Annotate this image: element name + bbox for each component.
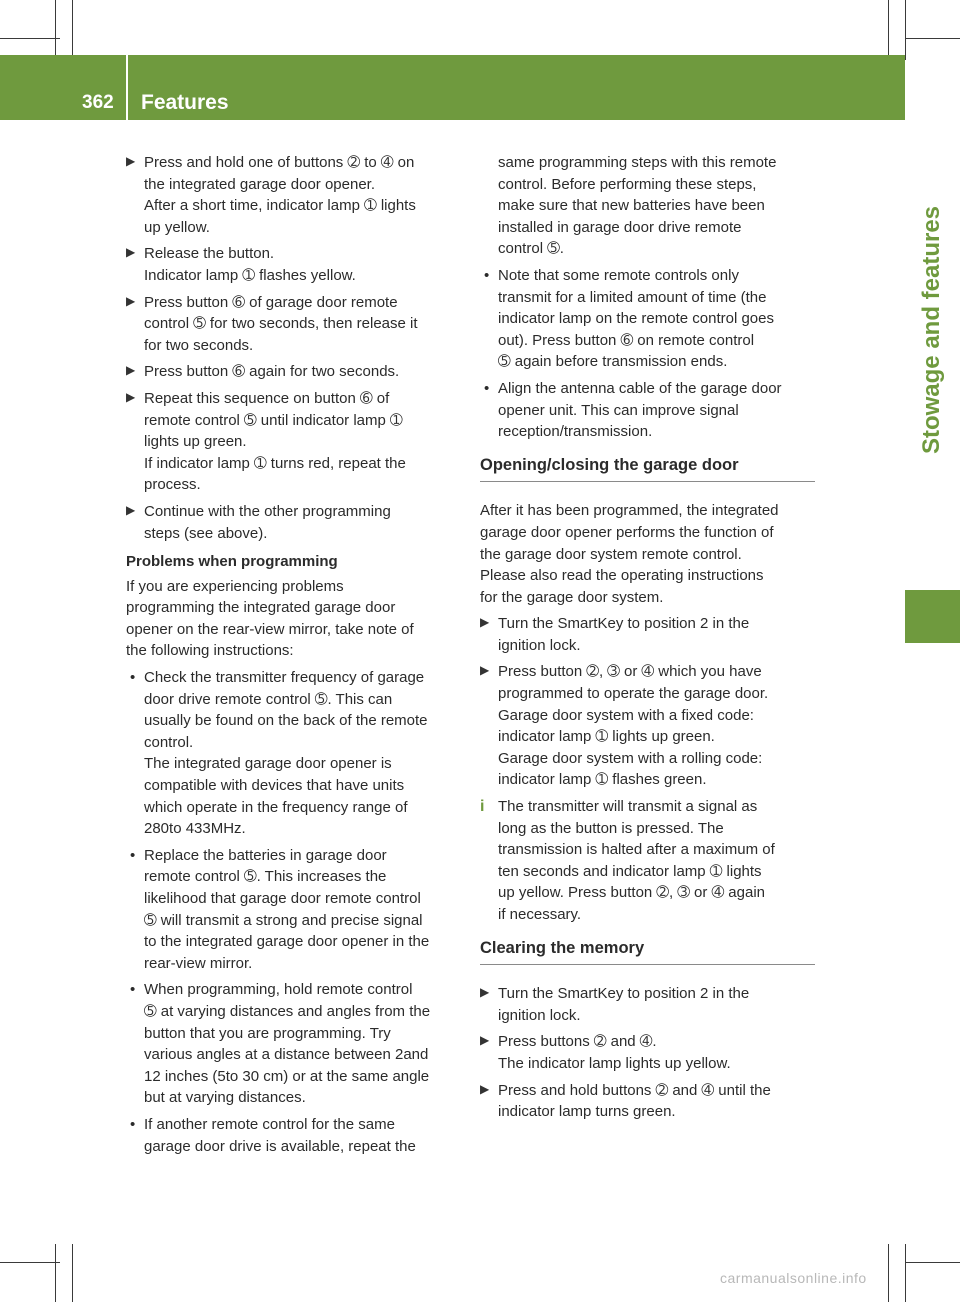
step-arrow-icon: ▶ [480, 1033, 490, 1048]
item-text: Press buttons ➁ and ➃. The indicator lamp lights up yellow. [498, 1033, 731, 1072]
item-text: Replace the batteries in garage door remote control ➄. This increases the likelihood that garage door remote control ➄ will transmit a strong and precise signal to the integrated garage door opener in the rear-view mirror. [144, 846, 430, 972]
bullet-item [126, 845, 461, 975]
instruction-step [126, 388, 461, 496]
side-tab-marker [905, 590, 960, 643]
instruction-step [126, 292, 461, 357]
bullet-item [480, 378, 815, 443]
right-column [480, 152, 815, 1128]
item-text: The transmitter will transmit a signal as long as the button is pressed. The transmission is halted after a maximum of ten seconds and indicator lamp ➀ lights up yellow. Press button ➁, ➂ or ➃ again if necessary. [498, 798, 775, 923]
crop-mark [0, 1262, 60, 1263]
instruction-step [126, 243, 461, 286]
item-text: Press button ➅ of garage door remote control ➄ for two seconds, then release it for two seconds. [144, 293, 418, 354]
chapter-label: Stowage and features [918, 205, 945, 455]
item-text: Align the antenna cable of the garage door opener unit. This can improve signal reception/transmission. [498, 379, 782, 441]
subheading: Problems when programming [126, 553, 338, 571]
item-text: Press button ➁, ➂ or ➃ which you have programmed to operate the garage door. Garage door system with a fixed code: indicator lamp ➀ lights up green. Garage door system with a rolling code: indicator lamp ➀ flashes green. [498, 663, 769, 789]
paragraph: same programming steps with this remote control. Before performing these steps, make sure that new batteries have been installed in garage door drive remote control ➄. [498, 154, 777, 258]
section-heading: Opening/closing the garage door [480, 455, 815, 483]
bullet-icon: • [130, 981, 136, 999]
crop-mark [905, 1244, 906, 1302]
bullet-icon: • [130, 669, 136, 687]
instruction-step [480, 613, 815, 656]
crop-mark [55, 1244, 56, 1302]
item-text: Turn the SmartKey to position 2 in the ignition lock. [498, 985, 750, 1024]
bullet-icon: • [130, 1115, 136, 1133]
paragraph: After it has been programmed, the integrated garage door opener performs the function of the garage door system remote control. Please also read the operating instructions for the garage door system. [480, 502, 779, 606]
bullet-icon: • [484, 266, 490, 284]
step-arrow-icon: ▶ [126, 245, 136, 260]
step-arrow-icon: ▶ [480, 985, 490, 1000]
item-text: When programming, hold remote control ➄ at varying distances and angles from the button that you are programming. Try various angles at a distance between 2and 12 inches (5to 30 cm) or at the same angle but at varying distances. [144, 981, 431, 1107]
info-note [480, 796, 815, 926]
bullet-item [126, 979, 461, 1109]
step-arrow-icon: ▶ [480, 663, 490, 678]
bullet-item [126, 667, 461, 840]
instruction-step [480, 1080, 815, 1123]
instruction-step [126, 152, 461, 238]
instruction-step [480, 983, 815, 1026]
item-text: Press button ➅ again for two seconds. [144, 363, 400, 381]
step-arrow-icon: ▶ [126, 363, 136, 378]
step-arrow-icon: ▶ [126, 154, 136, 168]
step-arrow-icon: ▶ [126, 502, 136, 517]
item-text: Note that some remote controls only transmit for a limited amount of time (the indicator lamp on the remote control goes out). Press button ➅ on remote control ➄ again before transmission ends. [498, 266, 774, 371]
watermark: carmanualsonline.info [720, 1270, 867, 1286]
instruction-step [126, 361, 461, 383]
item-text: Press and hold buttons ➁ and ➃ until the indicator lamp turns green. [498, 1081, 771, 1121]
item-text: Continue with the other programming steps (see above). [144, 502, 391, 542]
header-bar [0, 55, 905, 120]
instruction-step [126, 501, 461, 544]
item-text: Release the button. Indicator lamp ➀ flashes yellow. [144, 245, 356, 284]
bullet-item [126, 1114, 461, 1157]
item-text: Press and hold one of buttons ➁ to ➃ on the integrated garage door opener. After a short time, indicator lamp ➀ lights up yellow. [144, 154, 416, 236]
item-text: Turn the SmartKey to position 2 in the ignition lock. [498, 615, 750, 654]
item-text: If another remote control for the same garage door drive is available, repeat the [144, 1115, 416, 1155]
crop-mark [72, 1244, 73, 1302]
crop-mark [905, 0, 906, 60]
crop-mark [0, 38, 60, 39]
left-column [126, 152, 461, 1162]
paragraph: If you are experiencing problems programming the integrated garage door opener on the rear-view mirror, take note of the following instructions: [126, 577, 414, 660]
crop-mark [72, 0, 73, 60]
bullet-item [480, 265, 815, 373]
crop-mark [888, 1244, 889, 1302]
crop-mark [905, 38, 960, 39]
step-arrow-icon: ▶ [126, 389, 136, 404]
section-heading: Clearing the memory [480, 938, 815, 966]
instruction-step [480, 661, 815, 791]
page-number: 362 [82, 92, 114, 113]
step-arrow-icon: ▶ [126, 293, 136, 308]
step-arrow-icon: ▶ [480, 615, 490, 630]
crop-mark [905, 1262, 960, 1263]
info-icon: i [480, 798, 485, 816]
item-text: Repeat this sequence on button ➅ of remote control ➄ until indicator lamp ➀ lights up green. If indicator lamp ➀ turns red, repeat the process. [144, 389, 406, 494]
crop-mark [55, 0, 56, 60]
crop-mark [888, 0, 889, 60]
bullet-icon: • [484, 379, 490, 397]
bullet-icon: • [130, 846, 136, 864]
section-title: Features [141, 91, 229, 114]
item-text: Check the transmitter frequency of garage door drive remote control ➄. This can usually be found on the back of the remote control. The integrated garage door opener is compatible with devices that have units which operate in the frequency range of 280to 433MHz. [144, 669, 428, 838]
instruction-step [480, 1031, 815, 1074]
header-divider [126, 55, 128, 120]
step-arrow-icon: ▶ [480, 1081, 490, 1096]
